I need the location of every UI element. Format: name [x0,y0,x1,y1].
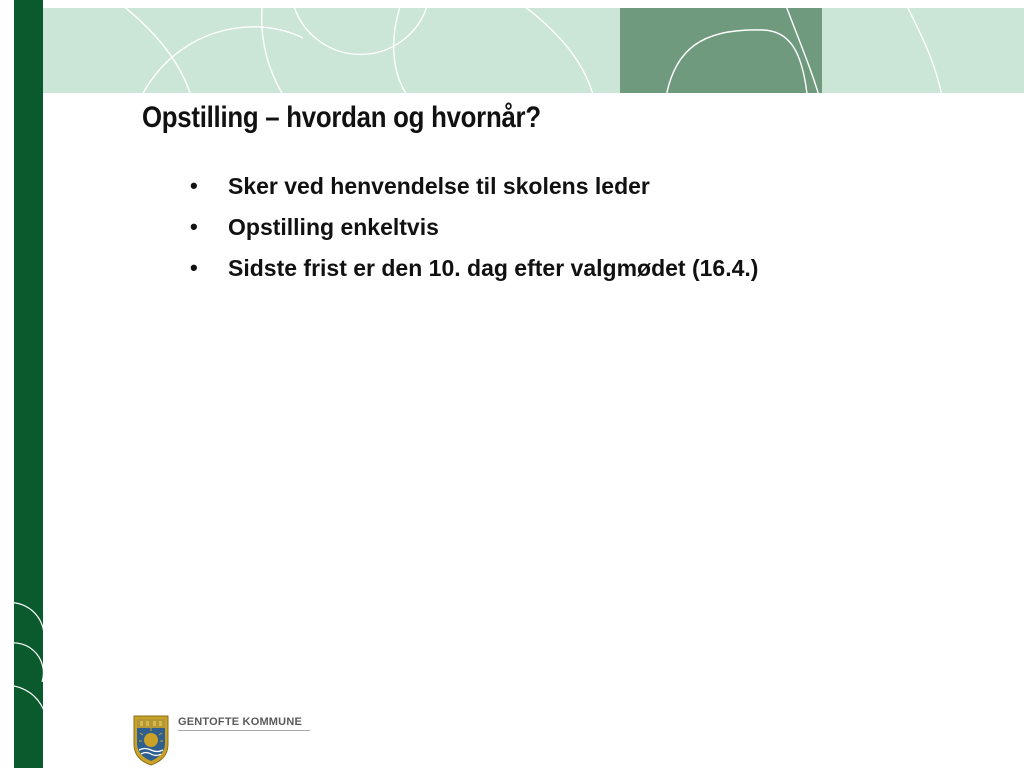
bullet-marker: • [190,173,198,198]
header-decorative-band [43,8,1024,93]
footer-logo [130,712,316,768]
left-decorative-arcs [0,590,60,768]
bullet-text: Sker ved henvendelse til skolens leder [228,173,650,199]
municipality-name: GENTOFTE KOMMUNE [178,716,302,728]
bullet-text: Opstilling enkeltvis [228,214,439,240]
bullet-item [190,211,810,243]
slide-title: Opstilling – hvordan og hvornår? [142,101,541,134]
bullet-item [190,252,810,284]
bullet-item [190,170,810,202]
bullet-list [190,170,810,293]
bullet-text: Sidste frist er den 10. dag efter valgmødet (16.4.) [228,255,759,281]
municipal-crest-icon [132,714,170,766]
bullet-marker: • [190,255,198,280]
bullet-marker: • [190,214,198,239]
logo-divider [178,730,310,731]
